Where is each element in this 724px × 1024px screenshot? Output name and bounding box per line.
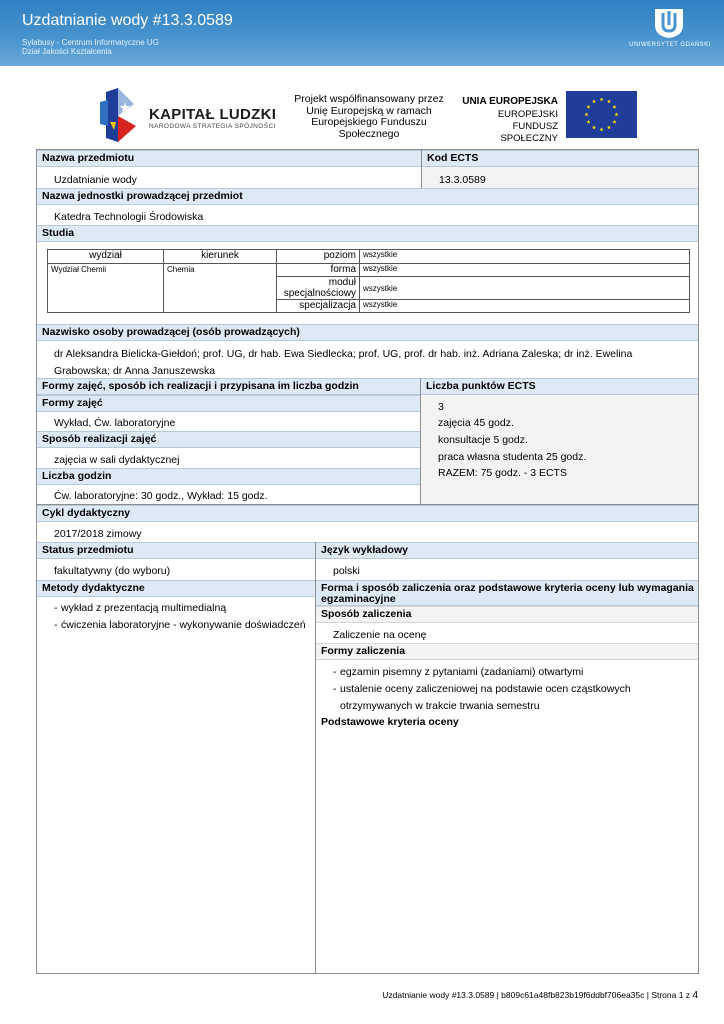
studies-value: wszystkie — [360, 264, 690, 277]
method-header: Sposób realizacji zajęć — [37, 431, 420, 448]
divider — [420, 378, 421, 504]
ects-code-header: Kod ECTS — [422, 150, 698, 167]
language-header: Język wykładowy — [316, 542, 698, 559]
studies-faculty-value: Wydział Chemii — [48, 264, 164, 313]
page-title: Uzdatnianie wody #13.3.0589 — [22, 12, 233, 29]
ects-line: RAZEM: 75 godz. - 3 ECTS — [438, 467, 567, 479]
ects-code-value: 13.3.0589 — [439, 174, 486, 186]
studies-header: Studia — [37, 225, 698, 242]
eu-fund-line: FUNDUSZ SPOŁECZNY — [500, 121, 558, 144]
university-name: UNIWERSYTET GDAŃSKI — [629, 42, 711, 48]
header-subtitle-line: Sylabusy - Centrum Informatyczne UG — [22, 38, 159, 47]
cycle-header: Cykl dydaktyczny — [37, 505, 698, 522]
footer-page-total: 4 — [692, 990, 698, 1001]
header-subtitle-line: Dział Jakości Kształcenia — [22, 47, 112, 56]
assessment-header: Forma i sposób zaliczenia oraz podstawowe kryteria oceny lub wymagania egzaminacyjne — [316, 580, 698, 606]
studies-value: wszystkie — [360, 250, 690, 264]
page-footer — [382, 990, 698, 1001]
kapital-ludzki-title: KAPITAŁ LUDZKI — [149, 106, 277, 123]
kapital-ludzki-subtitle: NARODOWA STRATEGIA SPÓJNOŚCI — [149, 123, 276, 130]
ects-line: konsultacje 5 godz. — [438, 434, 528, 446]
course-name-header: Nazwa przedmiotu — [37, 150, 421, 167]
list-item: - ustalenie oceny zaliczeniowej na podstawie ocen cząstkowych otrzymywanych w trakcie trwania semestru — [333, 681, 673, 715]
divider — [421, 150, 422, 188]
forms-section-header: Formy zajęć, sposób ich realizacji i przypisana im liczba godzin — [37, 378, 420, 395]
ects-line: praca własna studenta 25 godz. — [438, 451, 587, 463]
studies-label: forma — [277, 264, 360, 277]
list-item: - egzamin pisemny z pytaniami (zadaniami) otwartymi — [333, 664, 673, 681]
project-funding-text: Projekt współfinansowany przez Unię Europejską w ramach Europejskiego Funduszu Społecznego — [294, 93, 444, 140]
studies-label: moduł specjalnościowy — [277, 277, 360, 300]
header-banner — [0, 0, 724, 66]
lecturers-value: dr Aleksandra Bielicka-Giełdoń; prof. UG, dr hab. Ewa Siedlecka; prof. UG, prof. dr hab. inż. Adriana Zaleska; dr inż. Ewelina Grabowska; dr Anna Januszewska — [54, 348, 633, 377]
eu-fund-text — [458, 109, 558, 145]
forms-value: Wykład, Ćw. laboratoryjne — [54, 417, 176, 429]
method-value: zajęcia w sali dydaktycznej — [54, 454, 180, 466]
hours-header: Liczba godzin — [37, 468, 420, 485]
ects-points-header: Liczba punktów ECTS — [421, 378, 698, 395]
studies-col-field: kierunek — [164, 250, 277, 264]
footer-text: Uzdatnianie wody #13.3.0589 | b809c61a48fb823b19f6ddbf706ea35c | Strona 1 z — [382, 990, 693, 1000]
unit-header: Nazwa jednostki prowadzącej przedmiot — [37, 188, 698, 205]
kapital-ludzki-logo-icon — [96, 86, 140, 144]
cycle-value: 2017/2018 zimowy — [54, 528, 142, 540]
header-subtitle — [22, 38, 159, 56]
lecturers-header: Nazwisko osoby prowadzącej (osób prowadzących) — [37, 324, 698, 341]
studies-value: wszystkie — [360, 277, 690, 300]
status-header: Status przedmiotu — [37, 542, 315, 559]
criteria-header: Podstawowe kryteria oceny — [316, 714, 698, 731]
studies-col-faculty: wydział — [48, 250, 164, 264]
forms-header: Formy zajęć — [37, 395, 420, 412]
ects-line: zajęcia 45 godz. — [438, 417, 514, 429]
eu-title: UNIA EUROPEJSKA — [462, 96, 558, 107]
unit-value: Katedra Technologii Środowiska — [54, 211, 204, 223]
university-logo-icon — [652, 7, 686, 39]
methods-list — [54, 600, 306, 634]
ects-line: 3 — [438, 401, 444, 413]
course-name-value: Uzdatnianie wody — [54, 174, 137, 186]
eu-flag-icon — [566, 91, 637, 138]
assessment-forms-list — [333, 664, 673, 715]
studies-field-value: Chemia — [164, 264, 277, 313]
studies-label: specjalizacja — [277, 300, 360, 313]
list-item: - ćwiczenia laboratoryjne - wykonywanie doświadczeń — [54, 617, 306, 634]
status-value: fakultatywny (do wyboru) — [54, 565, 171, 577]
assessment-way-value: Zaliczenie na ocenę — [333, 629, 427, 641]
eu-fund-line: EUROPEJSKI — [497, 109, 558, 120]
assessment-way-header: Sposób zaliczenia — [316, 606, 698, 623]
language-value: polski — [333, 565, 360, 577]
studies-table — [47, 249, 690, 313]
methods-header: Metody dydaktyczne — [37, 580, 315, 597]
assessment-forms-header: Formy zaliczenia — [316, 643, 698, 660]
list-item: - wykład z prezentacją multimedialną — [54, 600, 306, 617]
studies-value: wszystkie — [360, 300, 690, 313]
studies-label: poziom — [277, 250, 360, 264]
hours-value: Ćw. laboratoryjne: 30 godz., Wykład: 15 godz. — [54, 490, 268, 502]
